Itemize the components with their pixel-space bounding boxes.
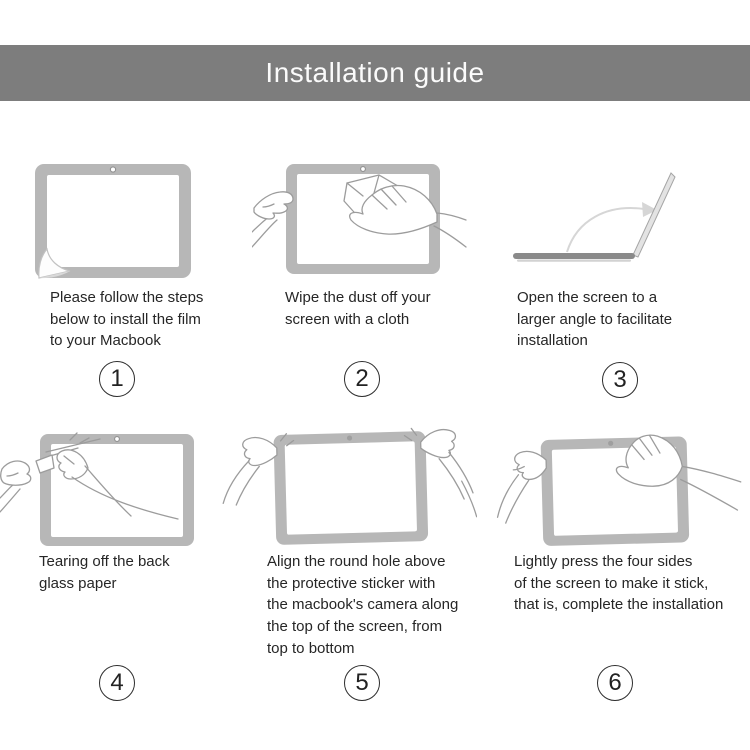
press-four-sides-icon bbox=[495, 424, 750, 556]
laptop-base-shadow bbox=[517, 260, 631, 262]
step-5-caption: Align the round hole above the protective sticker with the macbook's camera along the top of the screen, from top to bottom bbox=[267, 553, 459, 657]
step-4-number-badge: 4 bbox=[99, 665, 135, 701]
step-1-number-badge: 1 bbox=[99, 361, 135, 397]
step-5-number-badge: 5 bbox=[344, 665, 380, 701]
step-4-caption: Tearing off the back glass paper bbox=[39, 553, 170, 592]
step-3-number-badge: 3 bbox=[602, 362, 638, 398]
step-2-number-badge: 2 bbox=[344, 361, 380, 397]
page-title: Installation guide bbox=[265, 57, 485, 88]
tear-off-back-paper-icon bbox=[0, 428, 235, 550]
step-6-number-badge: 6 bbox=[597, 665, 633, 701]
camera-dot-icon bbox=[115, 437, 120, 442]
left-hand-holding-edge bbox=[496, 451, 548, 523]
screen-surface bbox=[47, 175, 179, 267]
open-laptop-angle-icon bbox=[505, 160, 680, 268]
laptop-base bbox=[513, 253, 635, 259]
screen-with-peeled-film-icon bbox=[33, 160, 193, 282]
open-direction-arrow bbox=[567, 208, 644, 252]
step-6-caption: Lightly press the four sides of the screen to make it stick, that is, complete the installation bbox=[514, 553, 724, 614]
step-2-caption: Wipe the dust off your screen with a cloth bbox=[285, 289, 431, 328]
camera-dot-icon bbox=[361, 167, 366, 172]
align-film-with-two-hands-icon bbox=[222, 424, 477, 556]
header-bar bbox=[0, 45, 750, 101]
left-hand-pinching-film bbox=[0, 461, 31, 512]
wipe-screen-with-cloth-icon bbox=[252, 156, 467, 278]
screen-surface bbox=[285, 441, 417, 534]
laptop-screen-panel bbox=[633, 173, 675, 257]
camera-dot-icon bbox=[110, 167, 115, 172]
step-3-caption: Open the screen to a larger angle to facilitate installation bbox=[517, 289, 673, 350]
step-1-caption: Please follow the steps below to install the film to your Macbook bbox=[50, 289, 204, 350]
